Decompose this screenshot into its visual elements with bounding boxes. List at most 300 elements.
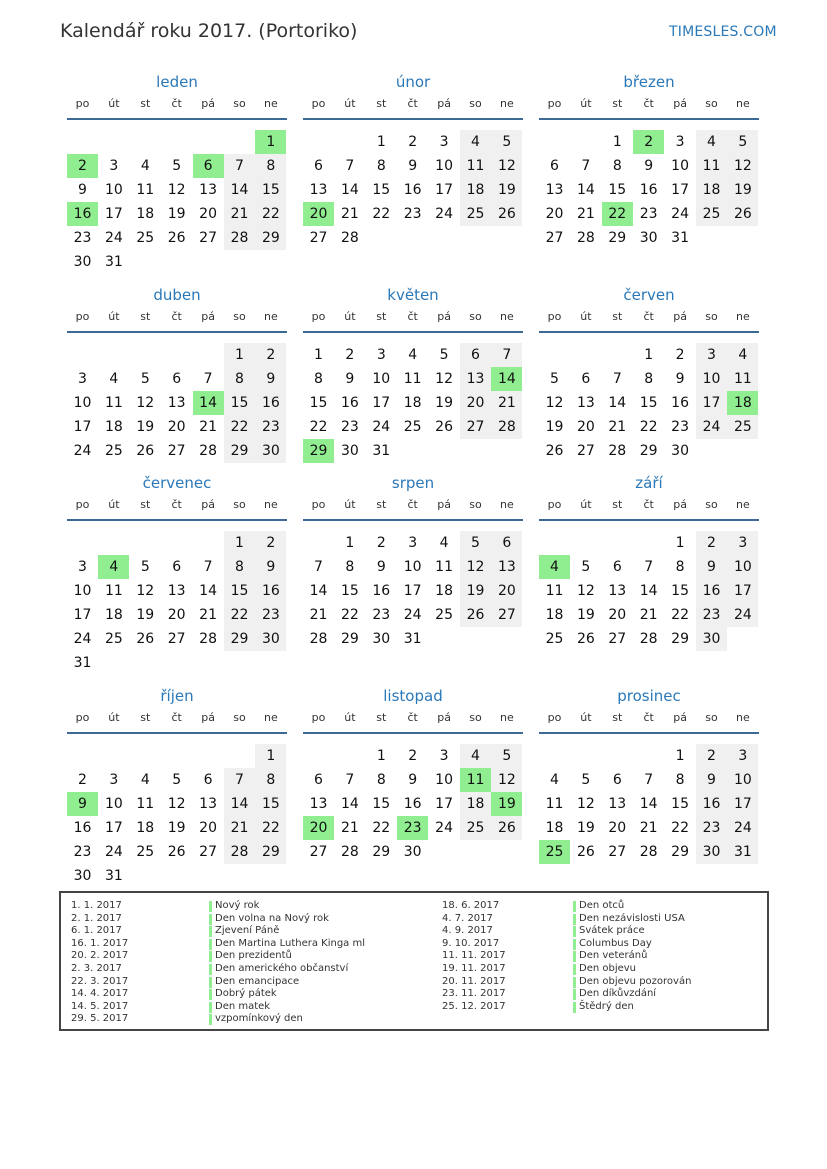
day-cell: 29 [224,439,255,463]
day-cell: 26 [136,631,155,647]
month-name: říjen [160,687,194,705]
day-cell: 3 [439,134,449,150]
day-cell: 19 [491,178,522,202]
day-cell: 13 [608,796,627,812]
day-cell: 24 [696,415,727,439]
day-cell: 28 [199,631,217,647]
day-cell: 6 [612,559,622,575]
weekday-label: ne [264,498,278,511]
day-cell: 27 [199,844,217,860]
weekday-label: so [705,97,718,110]
legend-holiday-name [573,900,624,913]
day-cell: 31 [104,868,123,884]
day-cell: 27 [576,443,595,459]
weekday-label: ne [736,498,750,511]
day-cell: 21 [199,607,217,623]
day-cell: 10 [727,555,758,579]
day-cell: 21 [608,419,627,435]
weekday-label: po [75,97,90,110]
weekday-label: po [311,498,326,511]
day-cell: 7 [644,559,654,575]
weekday-label: st [140,97,151,110]
legend-name-text: Den emancipace [215,975,300,987]
day-cell: 29 [671,844,689,860]
legend-date: 20. 11. 2017 [442,975,506,987]
day-cell: 20 [608,820,627,836]
day-cell: 8 [675,559,685,575]
weekday-label: so [705,711,718,724]
day-cell: 10 [403,559,422,575]
weekday-label: čt [643,711,654,724]
weekday-label: pá [673,97,687,110]
day-cell: 20 [167,419,186,435]
month-name: duben [153,286,201,304]
weekday-label: čt [171,310,182,323]
legend-date: 6. 1. 2017 [71,925,122,937]
day-cell: 12 [491,154,522,178]
day-cell: 25 [435,607,453,623]
weekday-label: st [612,711,623,724]
day-cell: 21 [199,419,217,435]
holiday-day: 16 [67,202,98,226]
day-cell: 1 [644,347,654,363]
day-cell: 1 [255,744,286,768]
day-cell: 25 [403,419,422,435]
holiday-day: 25 [539,840,570,864]
holiday-day: 19 [491,792,522,816]
day-cell: 27 [491,603,522,627]
day-cell: 13 [491,555,522,579]
day-cell: 20 [491,579,522,603]
day-cell: 29 [639,443,658,459]
day-cell: 25 [104,443,123,459]
day-cell: 23 [671,419,689,435]
holiday-day: 11 [460,768,491,792]
day-cell: 14 [576,182,595,198]
holiday-day: 2 [633,130,664,154]
weekday-label: st [612,310,623,323]
day-cell: 30 [372,631,391,647]
legend-marker [573,964,576,975]
day-cell: 1 [224,531,255,555]
day-cell: 12 [167,182,186,198]
day-cell: 7 [203,559,213,575]
day-cell: 5 [491,744,522,768]
legend-holiday-name [209,913,329,926]
month-name: prosinec [617,687,681,705]
day-cell: 17 [104,820,123,836]
day-cell: 10 [671,158,689,174]
legend-name-text: Štědrý den [579,1000,634,1012]
day-cell: 28 [639,631,658,647]
weekday-label: út [344,711,356,724]
day-cell: 4 [408,347,418,363]
day-cell: 26 [727,202,758,226]
month-rule [67,118,287,120]
day-cell: 26 [545,443,564,459]
day-cell: 5 [172,158,182,174]
holiday-day: 22 [602,202,633,226]
day-cell: 22 [255,202,286,226]
weekday-label: čt [643,97,654,110]
month-rule [539,331,759,333]
month-name: červen [623,286,675,304]
legend-name-text: Columbus Day [579,937,652,949]
day-cell: 17 [372,395,391,411]
weekday-label: so [469,310,482,323]
weekday-label: so [233,498,246,511]
day-cell: 26 [435,419,453,435]
day-cell: 21 [224,202,255,226]
legend-date: 2. 3. 2017 [71,963,122,974]
day-cell: 13 [608,583,627,599]
day-cell: 23 [340,419,359,435]
legend-date: 4. 9. 2017 [442,925,493,937]
day-cell: 25 [104,631,123,647]
day-cell: 2 [696,531,727,555]
day-cell: 12 [136,583,155,599]
day-cell: 23 [372,607,391,623]
day-cell: 17 [727,579,758,603]
day-cell: 30 [696,840,727,864]
day-cell: 18 [435,583,453,599]
weekday-label: ne [264,97,278,110]
legend-name-text: Dobrý pátek [215,988,277,1000]
day-cell: 30 [696,627,727,651]
day-cell: 4 [696,130,727,154]
day-cell: 26 [576,631,595,647]
day-cell: 6 [612,772,622,788]
weekday-label: st [140,498,151,511]
legend-marker [209,951,212,962]
day-cell: 31 [104,254,123,270]
legend-date: 25. 12. 2017 [442,1000,506,1012]
holiday-day: 14 [193,391,224,415]
month-name: červenec [142,474,212,492]
legend-holiday-name [573,913,685,926]
day-cell: 5 [140,559,150,575]
holiday-day: 20 [303,202,334,226]
legend-marker [209,964,212,975]
month-rule [303,118,523,120]
weekday-label: st [376,310,387,323]
month-rule [67,519,287,521]
day-cell: 9 [255,367,286,391]
day-cell: 5 [581,559,591,575]
day-cell: 18 [403,395,422,411]
day-cell: 28 [491,415,522,439]
day-cell: 10 [104,796,123,812]
day-cell: 2 [696,744,727,768]
day-cell: 27 [309,230,328,246]
legend-name-text: Nový rok [215,900,260,911]
day-cell: 9 [255,555,286,579]
day-cell: 19 [460,579,491,603]
legend-marker [209,977,212,988]
day-cell: 28 [576,230,595,246]
weekday-label: po [75,498,90,511]
day-cell: 23 [696,816,727,840]
legend-date: 4. 7. 2017 [442,912,493,924]
day-cell: 10 [104,182,123,198]
day-cell: 21 [340,820,359,836]
weekday-label: čt [643,310,654,323]
day-cell: 29 [608,230,627,246]
weekday-label: pá [201,711,215,724]
day-cell: 24 [435,206,453,222]
legend-holiday-name [573,950,647,963]
day-cell: 3 [727,531,758,555]
day-cell: 7 [491,343,522,367]
day-cell: 14 [224,792,255,816]
day-cell: 24 [727,816,758,840]
day-cell: 3 [78,371,87,387]
holiday-day: 23 [397,816,428,840]
day-cell: 12 [136,395,155,411]
day-cell: 21 [309,607,328,623]
legend-holiday-name [209,976,299,989]
weekday-label: ne [500,711,514,724]
day-cell: 15 [255,178,286,202]
day-cell: 28 [309,631,328,647]
day-cell: 25 [545,631,564,647]
day-cell: 15 [340,583,359,599]
day-cell: 23 [255,603,286,627]
day-cell: 14 [309,583,328,599]
day-cell: 13 [460,367,491,391]
month-name: listopad [383,687,443,705]
day-cell: 28 [224,840,255,864]
day-cell: 6 [172,559,182,575]
legend-name-text: Den Martina Luthera Kinga ml [215,937,365,949]
legend-date: 22. 3. 2017 [71,975,129,987]
day-cell: 8 [376,772,386,788]
day-cell: 1 [376,134,386,150]
day-cell: 8 [314,371,323,387]
day-cell: 24 [727,603,758,627]
legend-holiday-name [209,950,292,963]
day-cell: 3 [78,559,87,575]
legend-name-text: vzpomínkový den [215,1013,303,1025]
day-cell: 26 [491,202,522,226]
weekday-label: st [612,97,623,110]
day-cell: 2 [78,772,87,788]
day-cell: 18 [545,607,564,623]
day-cell: 16 [340,395,359,411]
day-cell: 9 [696,555,727,579]
legend-holiday-name [209,1013,303,1026]
legend-date: 29. 5. 2017 [71,1013,129,1025]
day-cell: 12 [491,768,522,792]
day-cell: 17 [73,419,92,435]
weekday-label: út [580,711,592,724]
month-rule [539,732,759,734]
day-cell: 19 [435,395,453,411]
day-cell: 20 [608,607,627,623]
weekday-label: so [705,498,718,511]
day-cell: 15 [224,579,255,603]
day-cell: 21 [224,816,255,840]
holiday-day: 14 [491,367,522,391]
day-cell: 24 [372,419,391,435]
day-cell: 11 [696,154,727,178]
legend-marker [573,977,576,988]
month-rule [539,519,759,521]
day-cell: 4 [109,371,119,387]
day-cell: 23 [639,206,658,222]
weekday-label: po [547,711,562,724]
day-cell: 20 [167,607,186,623]
weekday-label: po [311,97,326,110]
day-cell: 12 [435,371,453,387]
legend-holiday-name [209,900,259,913]
day-cell: 2 [345,347,355,363]
weekday-label: čt [407,97,418,110]
site-logo[interactable]: TIMESLES.COM [669,24,777,40]
legend-marker [209,914,212,925]
day-cell: 28 [199,443,217,459]
day-cell: 20 [199,820,217,836]
day-cell: 16 [255,391,286,415]
day-cell: 11 [545,583,564,599]
weekday-label: út [108,498,120,511]
weekday-label: st [376,711,387,724]
holiday-day: 18 [727,391,758,415]
day-cell: 19 [136,607,155,623]
day-cell: 3 [727,744,758,768]
month-rule [539,118,759,120]
day-cell: 13 [309,796,328,812]
day-cell: 23 [403,206,422,222]
day-cell: 7 [345,772,355,788]
month-rule [303,519,523,521]
weekday-label: út [344,310,356,323]
day-cell: 30 [671,443,689,459]
day-cell: 6 [460,343,491,367]
legend-date: 20. 2. 2017 [71,950,129,962]
day-cell: 16 [639,182,658,198]
legend-date: 19. 11. 2017 [442,963,506,974]
legend-marker [209,989,212,1000]
weekday-label: čt [171,97,182,110]
day-cell: 12 [460,555,491,579]
day-cell: 24 [104,844,123,860]
day-cell: 5 [727,130,758,154]
day-cell: 14 [639,583,658,599]
day-cell: 31 [671,230,689,246]
day-cell: 22 [224,603,255,627]
month-rule [303,331,523,333]
weekday-label: út [344,97,356,110]
day-cell: 4 [460,744,491,768]
day-cell: 14 [340,182,359,198]
day-cell: 14 [608,395,627,411]
day-cell: 4 [727,343,758,367]
day-cell: 1 [224,343,255,367]
day-cell: 22 [372,206,391,222]
weekday-label: po [311,310,326,323]
weekday-label: so [469,498,482,511]
legend-holiday-name [209,988,277,1001]
holiday-day: 9 [67,792,98,816]
legend-holiday-name [209,1001,270,1014]
day-cell: 25 [727,415,758,439]
day-cell: 27 [608,844,627,860]
day-cell: 9 [408,158,418,174]
day-cell: 19 [727,178,758,202]
weekday-label: ne [736,310,750,323]
legend-date: 14. 5. 2017 [71,1000,129,1012]
day-cell: 8 [675,772,685,788]
legend-marker [209,901,212,912]
day-cell: 15 [639,395,658,411]
legend-name-text: Svátek práce [579,925,645,937]
weekday-label: st [376,498,387,511]
day-cell: 11 [460,154,491,178]
legend-marker [209,1002,212,1013]
weekday-label: čt [407,711,418,724]
day-cell: 5 [439,347,449,363]
month-name: srpen [391,474,435,492]
day-cell: 2 [255,531,286,555]
weekday-label: ne [264,711,278,724]
day-cell: 18 [696,178,727,202]
weekday-label: st [612,498,623,511]
day-cell: 31 [372,443,391,459]
month-name: září [635,474,663,492]
day-cell: 31 [403,631,422,647]
weekday-label: so [705,310,718,323]
day-cell: 9 [376,559,386,575]
legend-holiday-name [573,1001,634,1014]
weekday-label: pá [201,310,215,323]
day-cell: 30 [403,844,422,860]
weekday-label: ne [264,310,278,323]
day-cell: 2 [408,134,418,150]
weekday-label: út [580,310,592,323]
day-cell: 15 [309,395,328,411]
day-cell: 15 [372,796,391,812]
day-cell: 13 [167,583,186,599]
weekday-label: so [233,97,246,110]
day-cell: 12 [167,796,186,812]
day-cell: 27 [309,844,328,860]
day-cell: 21 [639,820,658,836]
legend-name-text: Den veteránů [579,950,648,962]
day-cell: 11 [545,796,564,812]
legend-marker [573,926,576,937]
day-cell: 14 [340,796,359,812]
day-cell: 30 [340,443,359,459]
day-cell: 5 [172,772,182,788]
legend-name-text: Den objevu [579,963,637,974]
holiday-day: 29 [303,439,334,463]
weekday-label: so [233,310,246,323]
day-cell: 9 [345,371,355,387]
day-cell: 28 [639,844,658,860]
day-cell: 12 [727,154,758,178]
day-cell: 29 [224,627,255,651]
day-cell: 27 [167,443,186,459]
day-cell: 22 [224,415,255,439]
day-cell: 30 [639,230,658,246]
day-cell: 8 [644,371,654,387]
day-cell: 13 [545,182,564,198]
day-cell: 6 [314,772,323,788]
weekday-label: ne [500,97,514,110]
day-cell: 12 [545,395,564,411]
day-cell: 14 [639,796,658,812]
